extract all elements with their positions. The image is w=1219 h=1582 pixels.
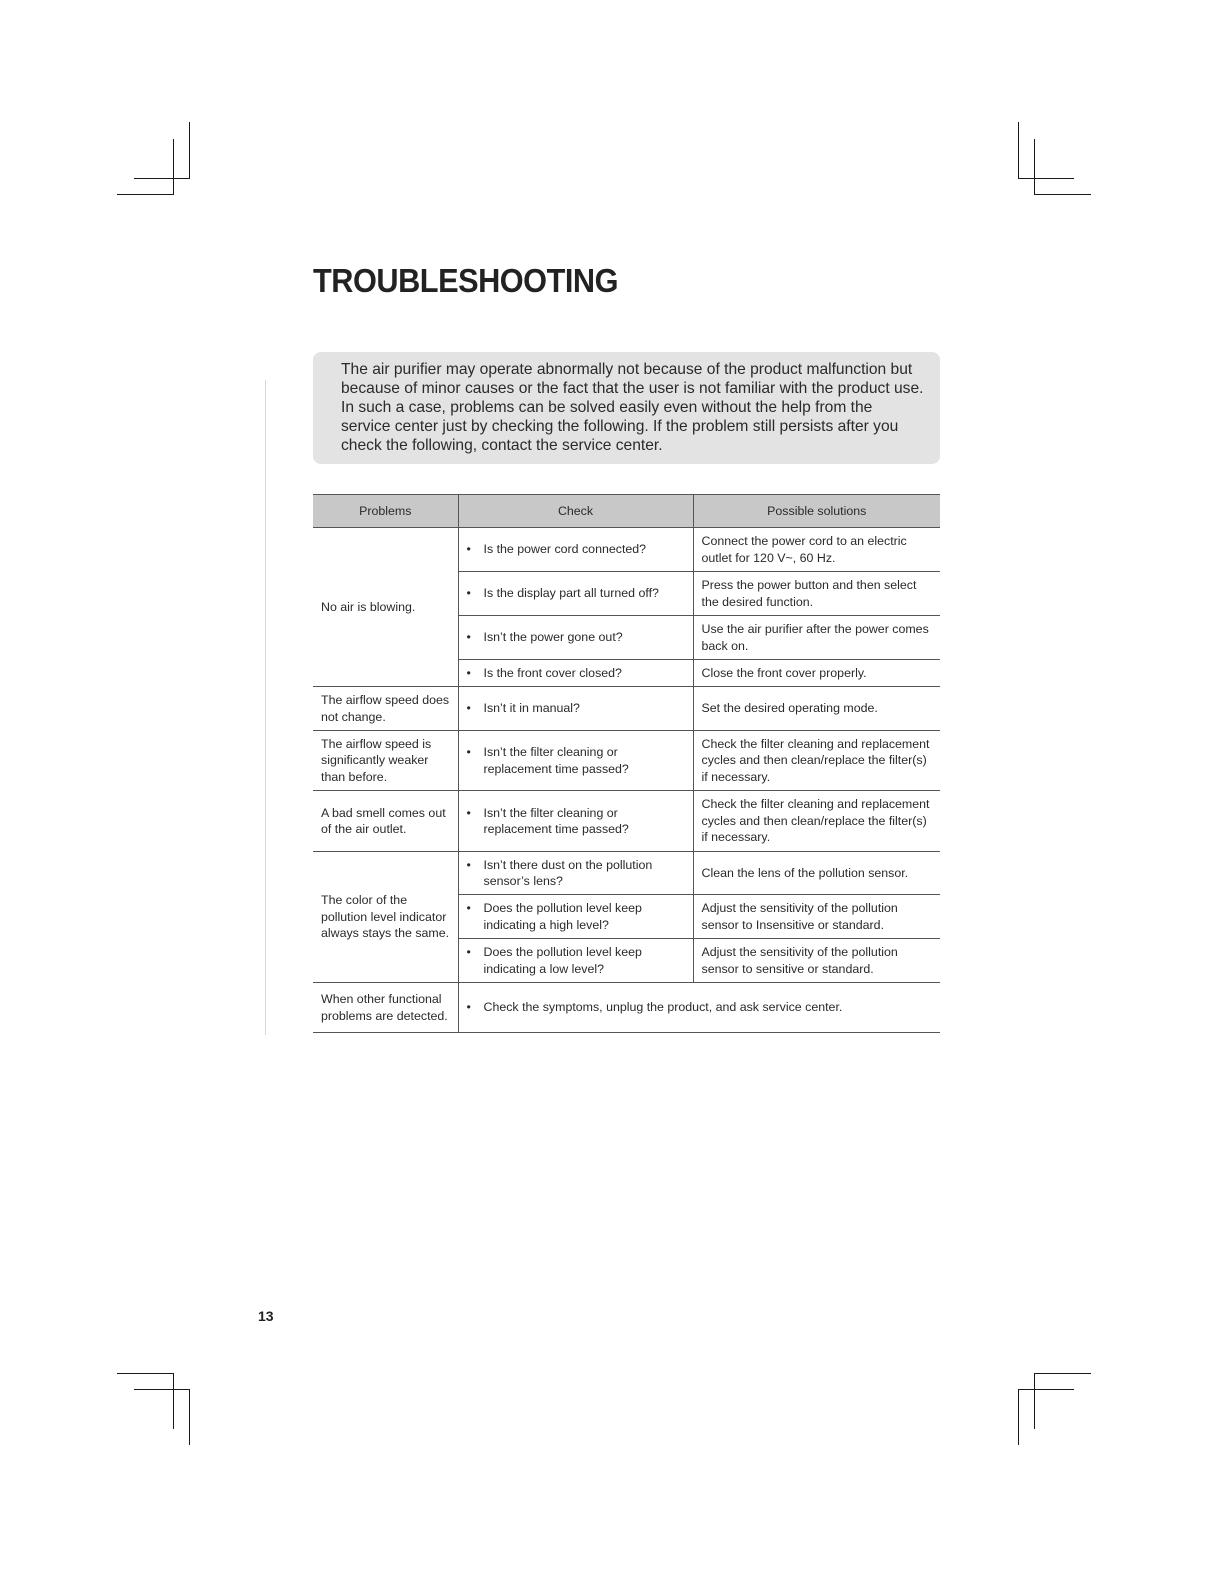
page-title: TROUBLESHOOTING [313, 262, 619, 299]
solution-cell: Check the filter cleaning and replacement cycles and then clean/replace the filter(s) if necessary. [693, 731, 940, 791]
crop-mark [117, 1373, 174, 1374]
crop-mark [1034, 1373, 1091, 1374]
check-text: Isn’t the power gone out? [483, 630, 623, 645]
check-cell: • Isn’t the filter cleaning or replacement time passed? [458, 731, 693, 791]
solution-cell: Press the power button and then select the desired function. [693, 572, 940, 616]
solution-cell: Connect the power cord to an electric outlet for 120 V~, 60 Hz. [693, 528, 940, 572]
check-text: Does the pollution level keep indicating a low level? [483, 945, 642, 976]
crop-mark [173, 1373, 174, 1429]
solution-cell: Set the desired operating mode. [693, 687, 940, 731]
check-cell: • Does the pollution level keep indicating a high level? [458, 895, 693, 939]
header-solutions: Possible solutions [693, 495, 940, 528]
problem-cell: When other functional problems are detected. [313, 983, 458, 1033]
solution-cell: Clean the lens of the pollution sensor. [693, 852, 940, 895]
crop-mark [1018, 1389, 1074, 1390]
check-text: Does the pollution level keep indicating a high level? [483, 901, 642, 932]
check-cell-merged: • Check the symptoms, unplug the product, and ask service center. [458, 983, 940, 1033]
crop-mark [1034, 194, 1091, 195]
check-text: Isn’t it in manual? [483, 701, 580, 716]
check-text: Isn’t the filter cleaning or replacement time passed? [483, 745, 629, 776]
check-text: Check the symptoms, unplug the product, and ask service center. [483, 1000, 843, 1015]
check-cell: • Isn’t it in manual? [458, 687, 693, 731]
problem-cell: The color of the pollution level indicator always stays the same. [313, 852, 458, 983]
check-text: Is the power cord connected? [483, 542, 647, 557]
page-number: 13 [258, 1308, 274, 1324]
crop-mark [1034, 139, 1035, 195]
table-row [313, 852, 940, 895]
problem-cell: The airflow speed does not change. [313, 687, 458, 731]
solution-cell: Adjust the sensitivity of the pollution sensor to sensitive or standard. [693, 939, 940, 983]
solution-cell: Use the air purifier after the power comes back on. [693, 616, 940, 660]
solution-cell: Adjust the sensitivity of the pollution sensor to Insensitive or standard. [693, 895, 940, 939]
intro-box [313, 352, 940, 464]
problem-cell: A bad smell comes out of the air outlet. [313, 791, 458, 852]
troubleshooting-table [313, 494, 940, 1033]
check-text: Is the display part all turned off? [483, 586, 659, 601]
check-cell: • Is the display part all turned off? [458, 572, 693, 616]
crop-mark [189, 122, 190, 178]
check-cell: • Isn’t the filter cleaning or replacement time passed? [458, 791, 693, 852]
problem-cell: No air is blowing. [313, 528, 458, 687]
crop-mark [173, 139, 174, 195]
table-row [313, 791, 940, 852]
check-cell: • Is the power cord connected? [458, 528, 693, 572]
check-text: Isn’t there dust on the pollution sensor’s lens? [483, 857, 653, 888]
solution-cell: Check the filter cleaning and replacement cycles and then clean/replace the filter(s) if necessary. [693, 791, 940, 852]
crop-mark [1018, 1389, 1019, 1445]
crop-mark [134, 178, 190, 179]
margin-rule [265, 380, 266, 1035]
check-text: Is the front cover closed? [483, 665, 622, 680]
table-row [313, 687, 940, 731]
crop-mark [1034, 1373, 1035, 1429]
table-row [313, 983, 940, 1033]
check-cell: • Isn’t there dust on the pollution sensor’s lens? [458, 852, 693, 895]
crop-mark [1018, 178, 1074, 179]
table-header-row [313, 495, 940, 528]
problem-cell: The airflow speed is significantly weaker than before. [313, 731, 458, 791]
crop-mark [134, 1389, 190, 1390]
check-text: Isn’t the filter cleaning or replacement time passed? [483, 805, 629, 836]
header-check: Check [458, 495, 693, 528]
check-cell: • Isn’t the power gone out? [458, 616, 693, 660]
check-cell: • Is the front cover closed? [458, 660, 693, 687]
crop-mark [117, 194, 174, 195]
header-problems: Problems [313, 495, 458, 528]
intro-text: The air purifier may operate abnormally not because of the product malfunction but because of minor causes or the fact that the user is not familiar with the product use. In such a case, problems can be solved easily even without the help from the service center just by checking the following. If the problem still persists after you check the following, contact the service center. [341, 361, 924, 454]
table-row [313, 731, 940, 791]
crop-mark [189, 1389, 190, 1445]
check-cell: • Does the pollution level keep indicating a low level? [458, 939, 693, 983]
solution-cell: Close the front cover properly. [693, 660, 940, 687]
crop-mark [1018, 122, 1019, 178]
table-row [313, 528, 940, 572]
